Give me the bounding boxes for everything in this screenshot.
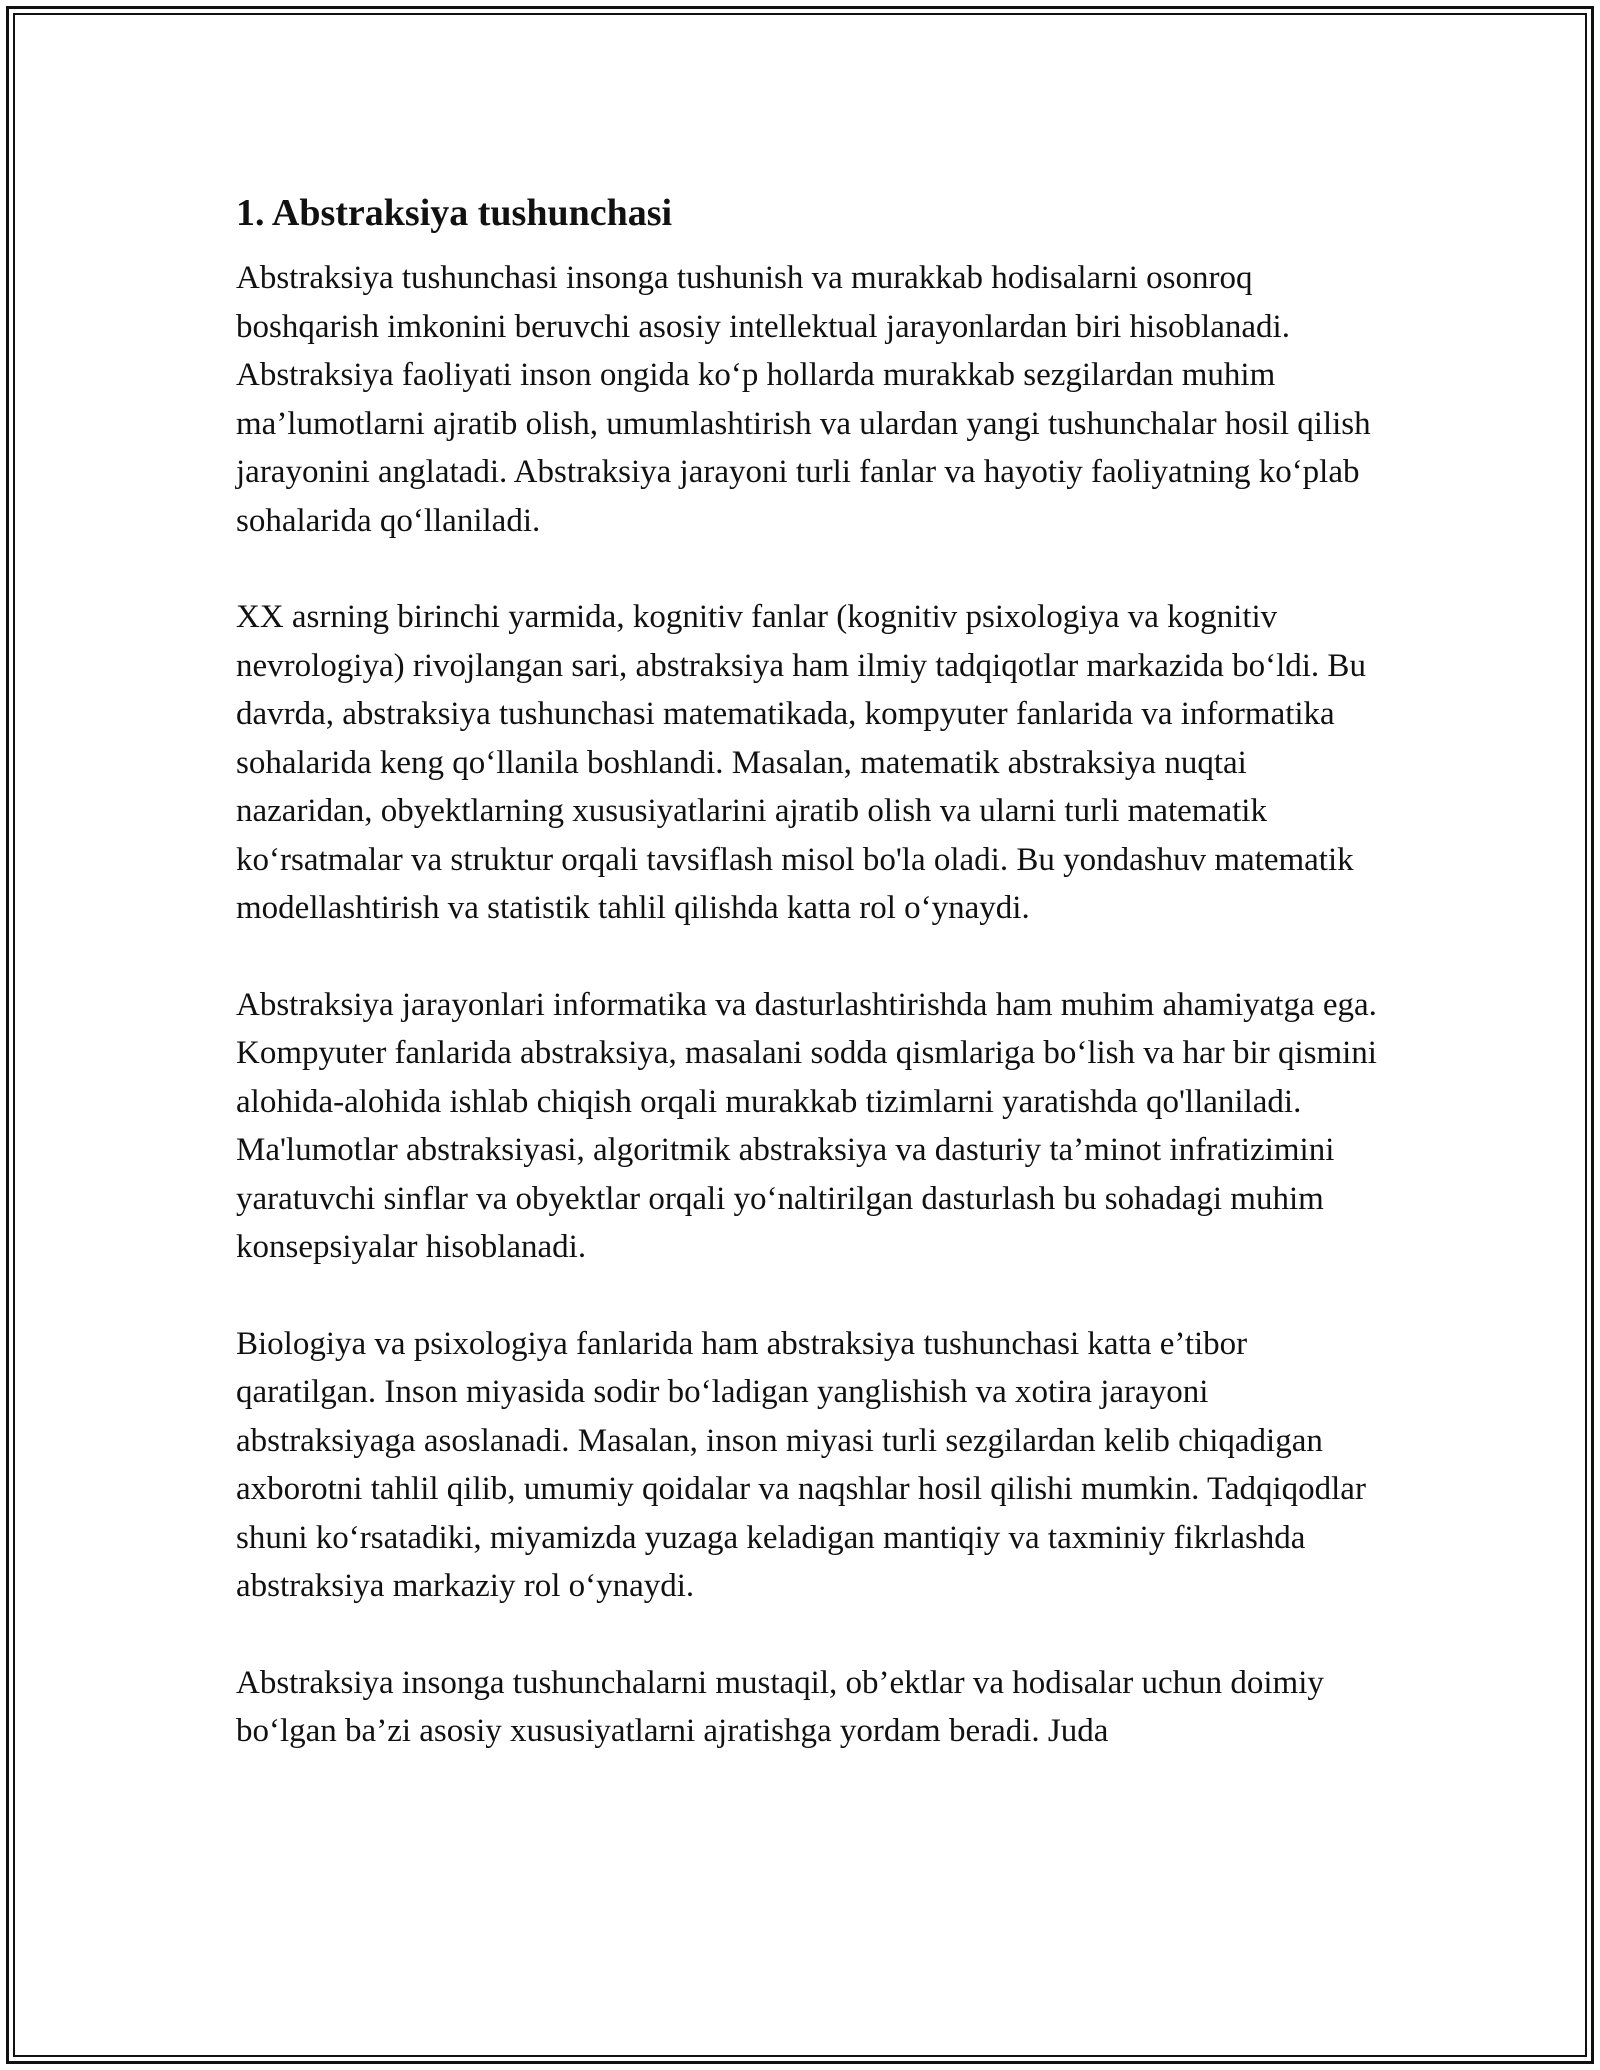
paragraph-1: Abstraksiya tushunchasi insonga tushunish va murakkab hodisalarni osonroq boshqarish imkonini beruvchi asosiy intellektual jarayonlardan biri hisoblanadi. Abstraksiya faoliyati inson ongida ko‘p hollarda murakkab sezgilardan muhim ma’lumotlarni ajratib olish, umumlashtirish va ulardan yangi tushunchalar hosil qilish jarayonini anglatadi. Abstraksiya jarayoni turli fanlar va hayotiy faoliyatning ko‘plab sohalarida qo‘llaniladi.	[236, 260, 1371, 539]
section-heading: 1. Abstraksiya tushunchasi	[236, 192, 673, 234]
paragraph-4: Biologiya va psixologiya fanlarida ham abstraksiya tushunchasi katta e’tibor qaratilgan. Inson miyasida sodir bo‘ladigan yanglishish va xotira jarayoni abstraksiyaga asoslanadi. Masalan, inson miyasi turli sezgilardan kelib chiqadigan axborotni tahlil qilib, umumiy qoidalar va naqshlar hosil qilishi mumkin. Tadqiqodlar shuni ko‘rsatadiki, miyamizda yuzaga keladigan mantiqiy va taxminiy fikrlashda abstraksiya markaziy rol o‘ynaydi.	[236, 1325, 1366, 1604]
paragraph-5: Abstraksiya insonga tushunchalarni mustaqil, ob’ektlar va hodisalar uchun doimiy bo‘lgan ba’zi asosiy xususiyatlarni ajratishga yordam beradi. Juda	[236, 1664, 1324, 1749]
paragraph-3: Abstraksiya jarayonlari informatika va dasturlashtirishda ham muhim ahamiyatga ega. Kompyuter fanlarida abstraksiya, masalani sodda qismlariga bo‘lish va har bir qismini alohida-alohida ishlab chiqish orqali murakkab tizimlarni yaratishda qo'llaniladi. Ma'lumotlar abstraksiyasi, algoritmik abstraksiya va dasturiy ta’minot infratizimini yaratuvchi sinflar va obyektlar orqali yo‘naltirilgan dasturlash bu sohadagi muhim konsepsiyalar hisoblanadi.	[236, 986, 1377, 1265]
document-body	[236, 184, 1386, 1804]
paragraph-2: XX asrning birinchi yarmida, kognitiv fanlar (kognitiv psixologiya va kognitiv nevrologiya) rivojlangan sari, abstraksiya ham ilmiy tadqiqotlar markazida bo‘ldi. Bu davrda, abstraksiya tushunchasi matematikada, kompyuter fanlarida va informatika sohalarida keng qo‘llanila boshlandi. Masalan, matematik abstraksiya nuqtai nazaridan, obyektlarning xususiyatlarini ajratib olish va ularni turli matematik ko‘rsatmalar va struktur orqali tavsiflash misol bo'la oladi. Bu yondashuv matematik modellashtirish va statistik tahlil qilishda katta rol o‘ynaydi.	[236, 599, 1366, 926]
